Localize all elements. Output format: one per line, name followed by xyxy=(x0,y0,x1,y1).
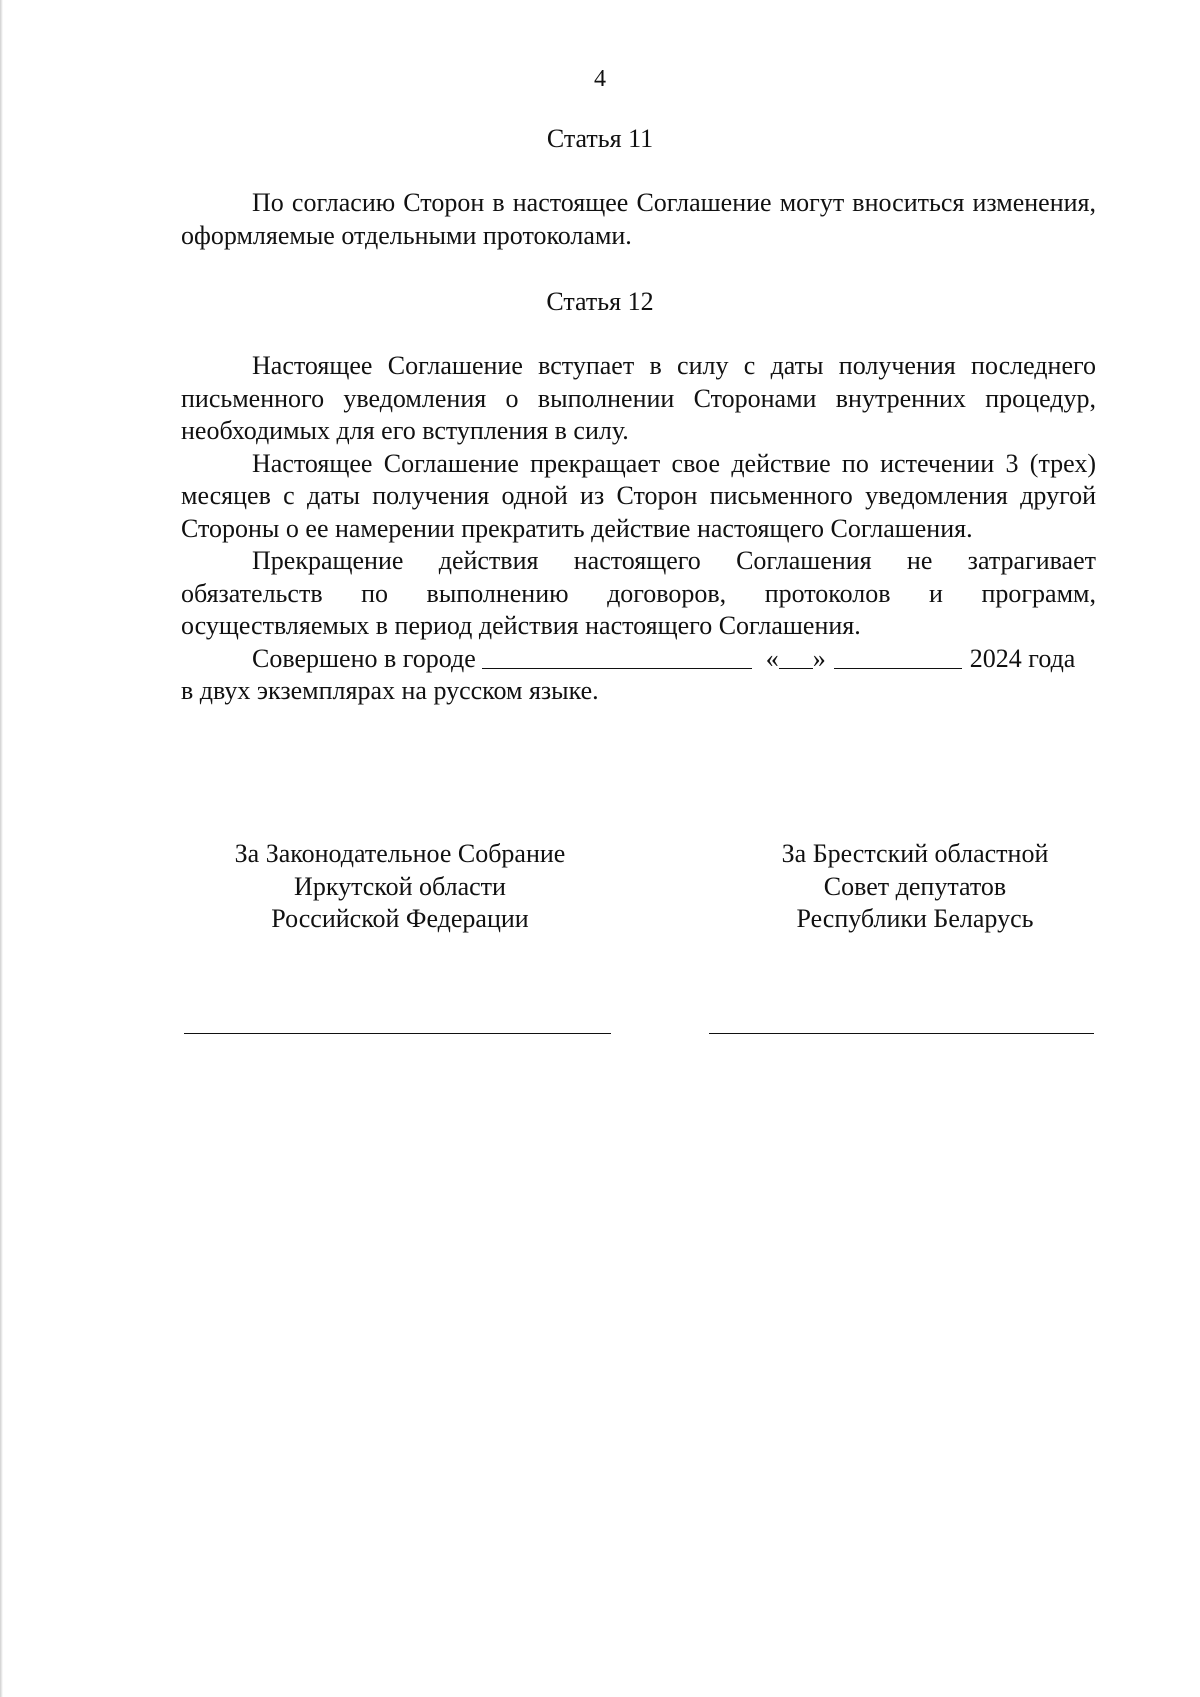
article-11-paragraph: По согласию Сторон в настоящее Соглашение могут вноситься изменения, оформляемые отдельными протоколами. xyxy=(181,188,1096,250)
article-11-body xyxy=(181,187,1096,252)
article-12-paragraph-3: Прекращение действия настоящего Соглашения не затрагивает обязательств по выполнению договоров, протоколов и программ, осуществляемых в период действия настоящего Соглашения. xyxy=(181,546,1096,640)
signature-line-left xyxy=(184,1033,611,1034)
city-blank xyxy=(482,667,752,669)
executed-year: 2024 года xyxy=(969,643,1076,673)
executed-continuation: в двух экземплярах на русском языке. xyxy=(181,676,599,705)
executed-prefix: Совершено в городе xyxy=(252,643,476,673)
signatory-right xyxy=(725,838,1105,936)
article-11-heading: Статья 11 xyxy=(546,124,654,153)
quote-close: » xyxy=(812,643,826,673)
article-12-paragraph-1: Настоящее Соглашение вступает в силу с даты получения последнего письменного уведомления о выполнении Сторонами внутренних процедур, необходимых для его вступления в силу. xyxy=(181,351,1096,445)
month-blank xyxy=(834,667,962,669)
article-12-heading: Статья 12 xyxy=(546,287,654,316)
article-12-paragraph-2: Настоящее Соглашение прекращает свое действие по истечении 3 (трех) месяцев с даты получения одной из Сторон письменного уведомления другой Стороны о ее намерении прекратить действие настоящего Соглашения. xyxy=(181,448,1096,543)
signatory-left xyxy=(190,838,610,936)
executed-date-line xyxy=(252,643,1096,676)
signatory-right-line-1: За Брестский областной xyxy=(781,839,1049,868)
article-12-body xyxy=(181,350,1096,708)
signatory-left-line-2: Иркутской области xyxy=(294,871,506,901)
page-number: 4 xyxy=(594,66,606,92)
signatory-right-line-2: Совет депутатов xyxy=(823,871,1007,901)
signatory-left-line-1: За Законодательное Собрание xyxy=(234,839,566,868)
day-blank xyxy=(779,667,813,669)
signatory-left-line-3: Российской Федерации xyxy=(271,904,529,933)
signatory-right-line-3: Республики Беларусь xyxy=(796,904,1034,933)
scan-edge xyxy=(0,0,3,1697)
signature-line-right xyxy=(709,1033,1094,1034)
quote-open: « xyxy=(765,643,779,673)
